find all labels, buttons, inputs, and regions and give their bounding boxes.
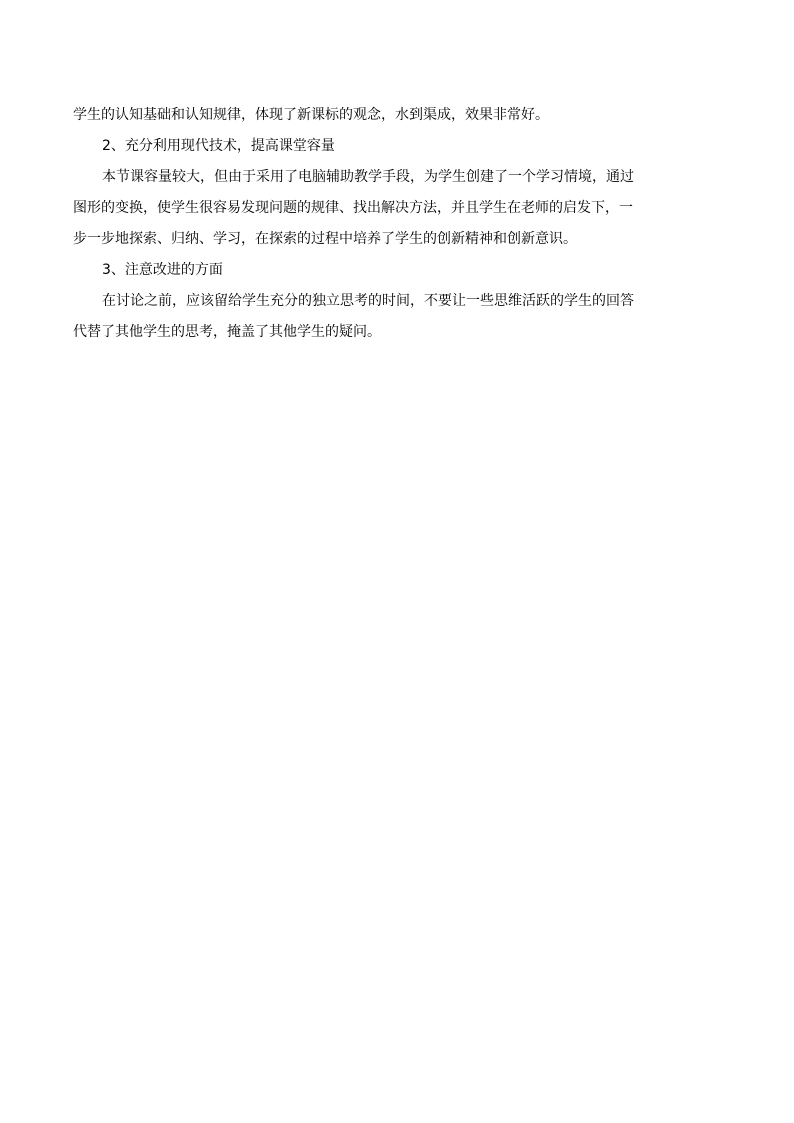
section-heading-2: 2、充分利用现代技术，提高课堂容量 bbox=[102, 138, 335, 154]
paragraph-line: 步一步地探索、归纳、学习，在探索的过程中培养了学生的创新精神和创新意识。 bbox=[73, 231, 577, 247]
paragraph-line: 本节课容量较大，但由于采用了电脑辅助教学手段，为学生创建了一个学习情境，通过 bbox=[102, 169, 634, 185]
paragraph-line: 在讨论之前，应该留给学生充分的独立思考的时间，不要让一些思维活跃的学生的回答 bbox=[102, 293, 634, 309]
paragraph-line: 代替了其他学生的思考，掩盖了其他学生的疑问。 bbox=[73, 324, 381, 340]
section-heading-3: 3、注意改进的方面 bbox=[102, 262, 223, 278]
document-body bbox=[73, 100, 721, 348]
paragraph-line: 图形的变换，使学生很容易发现问题的规律、找出解决方法，并且学生在老师的启发下，一 bbox=[73, 200, 633, 216]
paragraph-continuation-line: 学生的认知基础和认知规律，体现了新课标的观念，水到渠成，效果非常好。 bbox=[73, 107, 549, 123]
